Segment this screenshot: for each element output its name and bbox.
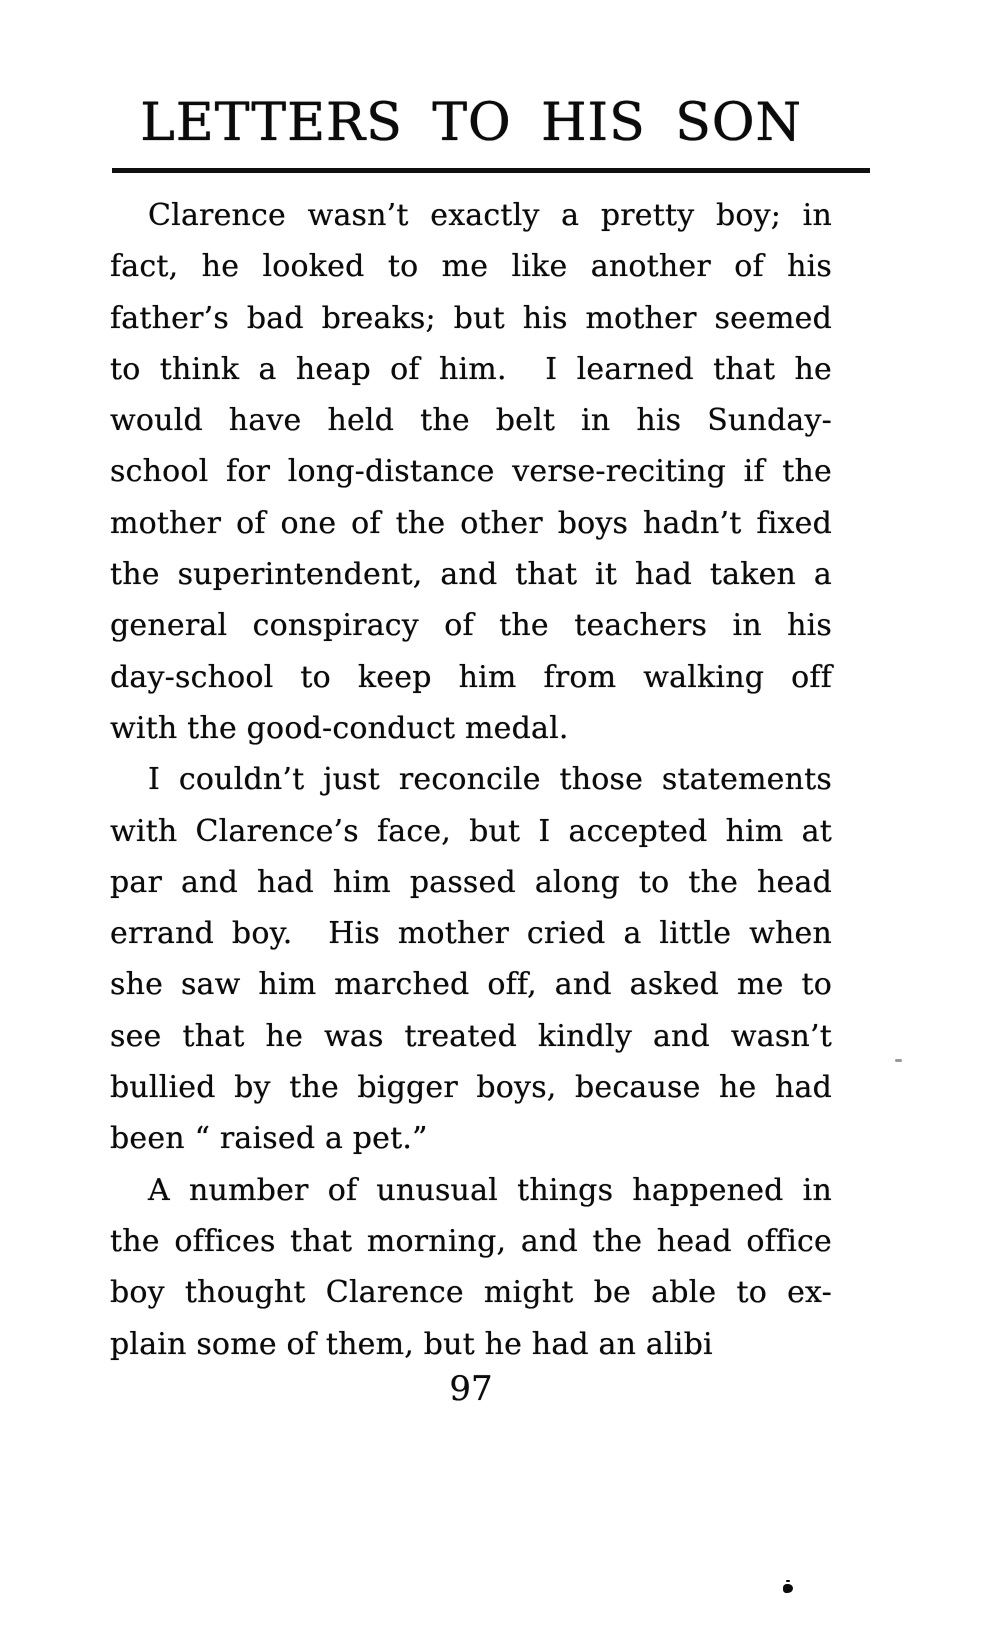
text-line: Clarence wasn’t exactly a pretty boy; in: [148, 198, 832, 233]
text-line: errand boy. His mother cried a little when: [110, 916, 832, 952]
text-line: I couldn’t just reconcile those statements: [148, 762, 832, 798]
text-line: school for long-distance verse-reciting if the: [110, 454, 832, 490]
text-line: general conspiracy of the teachers in his: [110, 608, 832, 644]
ink-speck-blob: [783, 1584, 793, 1593]
text-line: would have held the belt in his Sunday-: [110, 403, 832, 439]
text-line: father’s bad breaks; but his mother seemed: [110, 300, 832, 336]
ink-speck: [895, 1059, 902, 1062]
text-line: the offices that morning, and the head office: [110, 1223, 832, 1259]
page-title: LETTERS TO HIS SON: [140, 93, 802, 153]
text-line: fact, he looked to me like another of his: [110, 249, 832, 285]
text-line: with the good-conduct medal.: [110, 710, 569, 746]
text-line: A number of unusual things happened in: [148, 1172, 832, 1208]
text-line: plain some of them, but he had an alibi: [110, 1326, 713, 1362]
ink-speck: [783, 1580, 795, 1593]
text-line: to think a heap of him. I learned that he: [110, 351, 832, 387]
ink-speck-dot: [786, 1580, 790, 1582]
page-number: 97: [449, 1369, 493, 1409]
body-text: [110, 190, 832, 1370]
text-line: mother of one of the other boys hadn’t fixed: [110, 505, 832, 541]
text-line: day-school to keep him from walking off: [110, 659, 832, 695]
text-line: see that he was treated kindly and wasn’t: [110, 1018, 832, 1054]
text-line: boy thought Clarence might be able to ex-: [110, 1275, 832, 1311]
text-line: she saw him marched off, and asked me to: [110, 967, 832, 1003]
text-line: bullied by the bigger boys, because he had: [110, 1070, 832, 1106]
text-line: par and had him passed along to the head: [110, 864, 832, 900]
header-rule: [112, 168, 870, 173]
text-line: the superintendent, and that it had taken a: [110, 557, 832, 593]
text-line: been “ raised a pet.”: [110, 1121, 428, 1157]
text-line: with Clarence’s face, but I accepted him at: [110, 813, 832, 849]
